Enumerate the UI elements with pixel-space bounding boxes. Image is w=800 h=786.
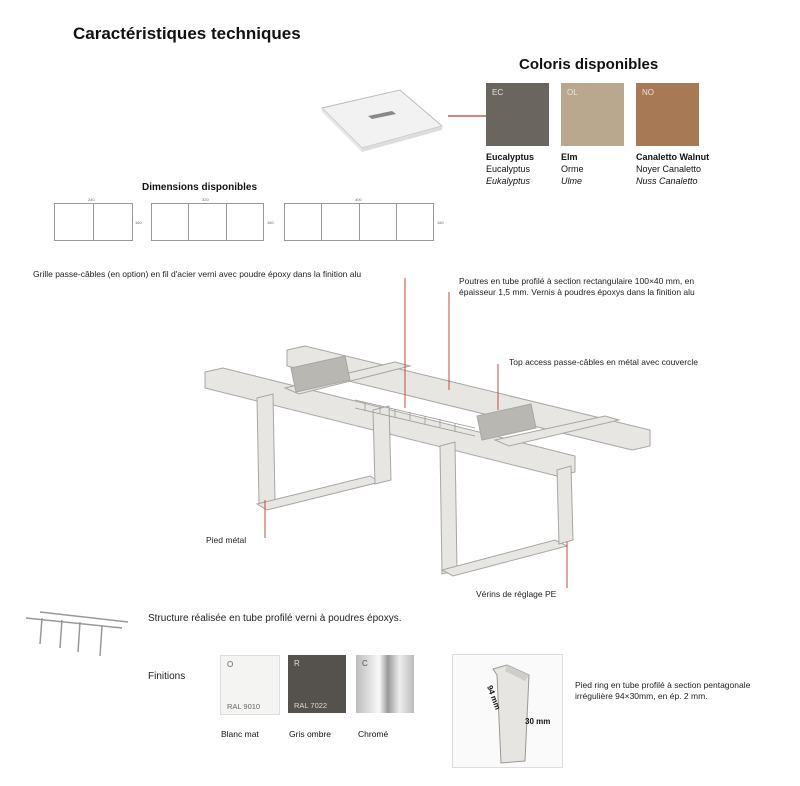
finish-ral: RAL 7022 [294, 701, 328, 710]
swatch-name: Eucalyptus [486, 152, 535, 162]
swatch-eucalyptus [486, 83, 549, 146]
dimension-box-320 [151, 203, 264, 241]
swatch-elm [561, 83, 624, 146]
pied-ring-text: Pied ring en tube profilé à section pentagonale irrégulière 94×30mm, en ép. 2 mm. [575, 680, 751, 701]
swatch-fr: Orme [561, 164, 584, 174]
finish-code: R [294, 659, 300, 668]
swatch-label-eucalyptus [486, 151, 534, 187]
finish-name: Chromé [358, 729, 389, 739]
annotation-poutres: Poutres en tube profilé à section rectangulaire 100×40 mm, en épaisseur 1,5 mm. Vernis à poudres époxys dans la finition alu [459, 276, 695, 297]
dim-width-label: 400 [355, 197, 362, 202]
frame-illustration [195, 270, 675, 610]
finish-ral: RAL 9010 [227, 702, 261, 711]
structure-text: Structure réalisée en tube profilé verni à poudres époxys. [148, 613, 402, 624]
swatch-label-canaletto [636, 151, 709, 187]
finish-name: Gris ombre [289, 729, 332, 739]
finish-name: Blanc mat [221, 729, 259, 739]
swatch-code: OL [567, 88, 578, 97]
swatch-de: Eukalyptus [486, 176, 531, 186]
swatch-code: EC [492, 88, 504, 97]
pied-ring-profile [452, 654, 563, 768]
swatch-de: Nuss Canaletto [636, 176, 698, 186]
dim-depth-label: 160 [437, 220, 444, 225]
annotation-verins: Vérins de réglage PE [476, 589, 557, 599]
dimension-box-400 [284, 203, 434, 241]
dimension-box-240 [54, 203, 133, 241]
annotation-pied: Pied métal [206, 535, 247, 545]
coloris-title: Coloris disponibles [519, 56, 659, 73]
swatch-fr: Eucalyptus [486, 164, 531, 174]
finish-blanc [220, 655, 280, 715]
annotation-top-access: Top access passe-câbles en métal avec couvercle [509, 357, 698, 367]
swatch-name: Canaletto Walnut [636, 152, 710, 162]
dim-depth-label: 160 [135, 220, 142, 225]
annotation-grille: Grille passe-câbles (en option) en fil d'acier verni avec poudre époxy dans la finition alu [33, 269, 362, 279]
swatch-fr: Noyer Canaletto [636, 164, 702, 174]
dim-94: 94 mm [485, 684, 503, 711]
structure-thumbnail [22, 604, 132, 662]
finish-code: C [362, 659, 368, 668]
swatch-de: Ulme [561, 176, 583, 186]
dimensions-title: Dimensions disponibles [142, 182, 258, 193]
swatch-label-elm [561, 151, 584, 187]
dim-width-label: 320 [202, 197, 209, 202]
finish-gris [288, 655, 346, 713]
dim-depth-label: 160 [267, 220, 274, 225]
page-title: Caractéristiques techniques [73, 24, 301, 43]
swatch-canaletto [636, 83, 699, 146]
finish-code: O [227, 660, 234, 669]
dim-30: 30 mm [525, 717, 551, 726]
desk-top-illustration [320, 86, 445, 152]
swatch-code: NO [642, 88, 654, 97]
swatch-name: Elm [561, 152, 578, 162]
finish-chrome [356, 655, 414, 713]
finitions-label: Finitions [148, 671, 186, 682]
dim-width-label: 240 [88, 197, 95, 202]
